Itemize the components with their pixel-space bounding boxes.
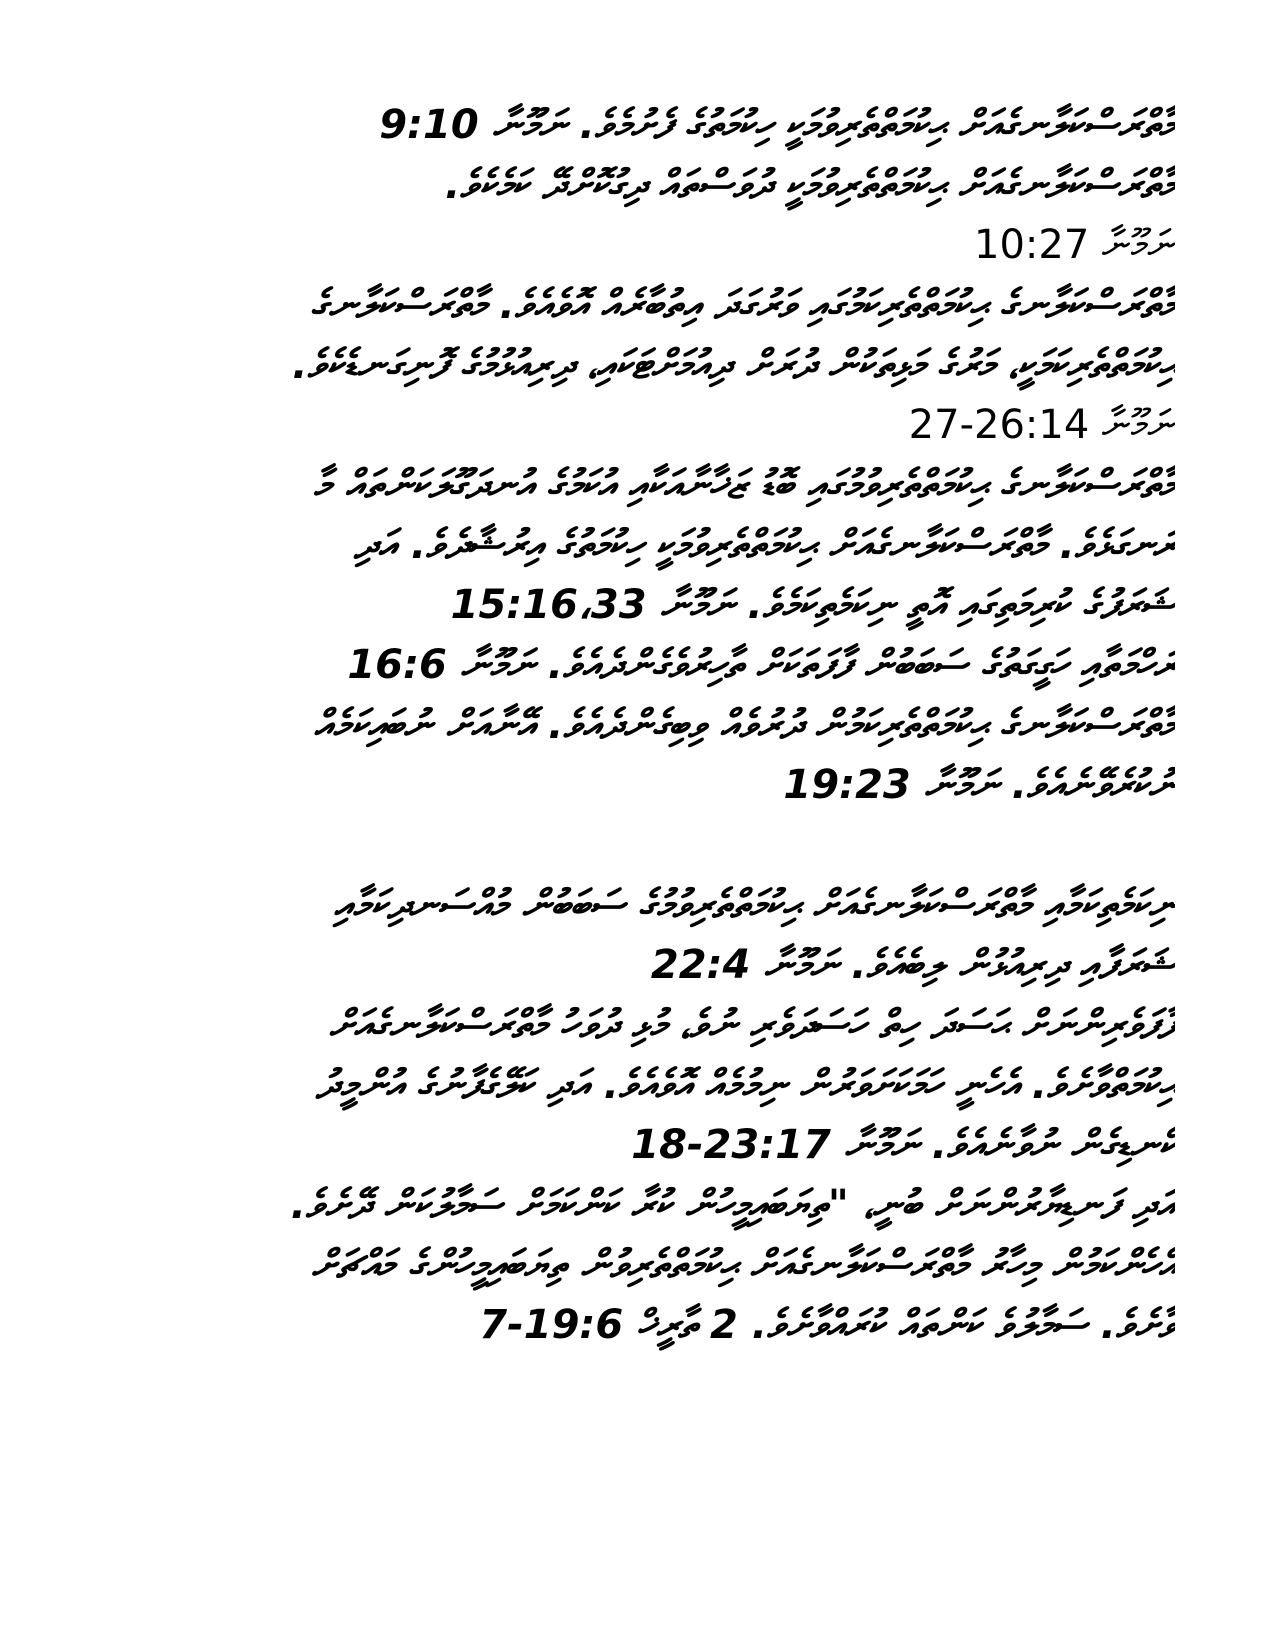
text-line-19: އެހެންކަމުން މިހާރު މާތްރަސްކަލާނގެއަށް ޙިކުމަތްތެރިވުން ތިޔަބައިމީހުންގެ މައްޗަށް <box>311 1242 1175 1288</box>
text-line-13: ނިކަމެތިކަމާއި މާތްރަސްކަލާނގެއަށް ޙިކުމަތްތެރިވުމުގެ ސަބަބުން މުއްސަނދިކަމާއި <box>333 882 1175 928</box>
text-line-8: ރަނގަޅެވެ. މާތްރަސްކަލާނގެއަށް ޙިކުމަތްތެރިވުމަކީ ހިކުމަތުގެ އިރުޝާދެވެ. އަދި <box>354 522 1175 568</box>
text-line-5: ޙިކުމަތްތެރިކަމަކީ، މަރުގެ މަޅިތަކުން ދުރަށް ދިއުމަށްޓަކައި، ދިރިއުޅުމުގެ ފޮނިގަނޑެކެވެ. <box>292 342 1175 388</box>
text-line-18: އަދި ފަނޑިޔާރުންނަށް ބުނީ، "ތިޔަބައިމީހުން ކުރާ ކަންކަމަށް ސަމާލުކަން ދޭށެވެ. <box>290 1182 1175 1228</box>
text-line-15: ފާފަވެރިންނަށް ޙަސަދަ ހިތް ހަސަދަވެރި ނުވެ، މުޅި ދުވަހު މާތްރަސްކަލާނގެއަށް <box>329 1002 1175 1048</box>
text-line-12: ނުކުރެވޭނެއެވެ. ނަމޫނާ 19:23 <box>783 762 1175 808</box>
text-line-10: ރަހްމަތާއި ހަގީގަތުގެ ސަބަބުން ފާފަތަކަށް ތާހިރުވެގެންދެއެވެ. ނަމޫނާ 16:6 <box>347 642 1175 688</box>
text-line-17: ކެނޑިގެން ނުވާނެއެވެ. ނަމޫނާ 23:17-18 <box>631 1122 1175 1168</box>
text-line-7: މާތްރަސްކަލާނގެ ޙިކުމަތްތެރިވުމުގައި ބޮޑު ޒަޚާނާއަކާއި އުކަމުގެ އުނދަގޫލަކަންތައް މާ <box>313 462 1175 508</box>
text-line-14: ޝަރަފާއި ދިރިއުޅުން ލިބެއެވެ. ނަމޫނާ 22:4 <box>650 942 1175 988</box>
text-line-9: ޝަރަފުގެ ކުރިމަތިގައި އޮތީ ނިކަމެތިކަމެވެ. ނަމޫނާ 15:16،33 <box>450 582 1175 628</box>
paragraph-gap <box>90 815 1175 875</box>
text-line-20: ވާށެވެ. ސަމާލުވެ ކަންތައް ކުރައްވާށެވެ. 2 ތާރީޚް 19:6-7 <box>479 1302 1175 1348</box>
text-line-2: މާތްރަސްކަލާނގެއަށް ޙިކުމަތްތެރިވުމަކީ ދުވަސްތައް ދިގުކޮށްދޭ ކަމެކެވެ. <box>444 162 1175 208</box>
document-page <box>90 95 1175 1355</box>
reference-line-3: ނަމޫނާ 10:27 <box>974 222 1175 268</box>
text-line-1: މާތްރަސްކަލާނގެއަށް ޙިކުމަތްތެރިވުމަކީ ހިކުމަތުގެ ފެށުމެވެ. ނަމޫނާ 9:10 <box>379 102 1175 148</box>
text-line-16: ޙިކުމަތްވާށެވެ. އެހެނީ ހަމަކަށަވަރުން ނިމުމެއް އޮވެއެވެ. އަދި ކަލޭގެފާނުގެ އުންމީދު <box>315 1062 1175 1108</box>
reference-line-6: ނަމޫނާ 26:14-27 <box>908 402 1175 448</box>
text-line-11: މާތްރަސްކަލާނގެ ޙިކުމަތްތެރިކަމުން ދުރުވެއް ވިބިގެންދެއެވެ. އޭނާއަށް ނުބައިކަމެއް <box>314 702 1175 748</box>
text-line-4: މާތްރަސްކަލާނގެ ޙިކުމަތްތެރިކަމުގައި ވަރުގަދަ އިތުބާރެއް އޮވެއެވެ. މާތްރަސްކަލާނގެ <box>310 282 1175 328</box>
